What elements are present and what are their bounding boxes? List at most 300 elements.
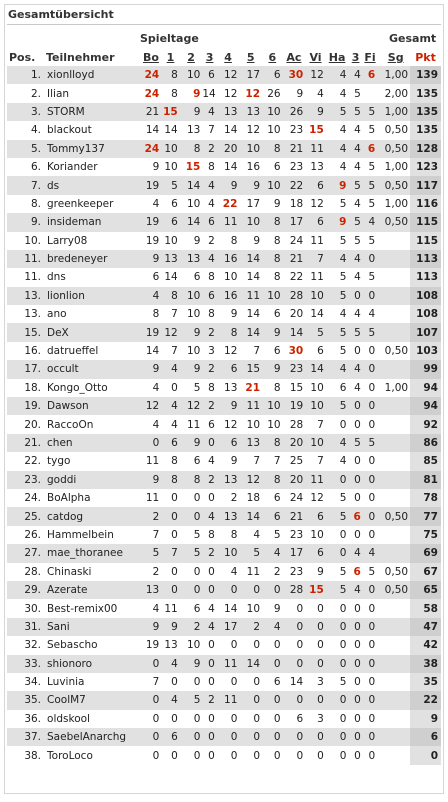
row-participant-name[interactable]: bredeneyer [44, 250, 141, 268]
row-score-ac: 23 [289, 565, 304, 578]
row-score-2: 0 [193, 749, 201, 762]
row-score-ac: 22 [283, 176, 306, 194]
row-score-3: 6 [202, 213, 216, 231]
row-score-3b: 4 [354, 271, 361, 284]
row-score-3: 4 [202, 507, 216, 525]
row-score-vi: 0 [317, 639, 324, 652]
table-row [7, 581, 441, 599]
row-position: 38. [24, 749, 42, 762]
row-score-4: 17 [217, 618, 240, 636]
row-score-5: 0 [239, 581, 262, 599]
row-score-ac: 0 [296, 639, 304, 652]
row-score-ac: 0 [283, 691, 306, 709]
row-score-ac: 9 [296, 87, 304, 100]
row-participant-name[interactable]: Kongo_Otto [47, 381, 108, 394]
row-score-1: 10 [164, 234, 178, 247]
table-row [7, 563, 441, 581]
row-score-fi: 0 [368, 528, 376, 541]
row-score-3b: 4 [354, 161, 361, 174]
row-score-bo: 5 [141, 544, 162, 562]
row-score-3b: 0 [348, 397, 362, 415]
row-score-1: 0 [171, 565, 178, 578]
row-total-points: 99 [410, 360, 441, 378]
row-participant-name[interactable]: occult [44, 360, 141, 378]
row-score-6: 6 [262, 507, 283, 525]
row-score-sg: 0,50 [381, 581, 410, 599]
col-header-ha[interactable]: Ha [328, 51, 346, 64]
row-score-fi [363, 84, 377, 102]
row-total-points: 113 [410, 250, 441, 268]
row-score-3: 8 [208, 308, 215, 321]
row-score-2: 8 [180, 471, 203, 489]
row-position: 37. [7, 728, 44, 746]
row-score-ha: 4 [326, 140, 349, 158]
row-score-5: 10 [246, 418, 261, 431]
row-score-6: 5 [273, 528, 281, 541]
row-score-vi: 10 [310, 528, 324, 541]
row-score-sg [381, 526, 410, 544]
row-score-4: 6 [217, 434, 240, 452]
col-header-sg[interactable]: Sg [387, 51, 404, 64]
row-score-bo: 2 [141, 507, 162, 525]
row-score-2: 5 [193, 381, 201, 394]
row-score-4: 0 [217, 728, 240, 746]
row-score-ac: 14 [289, 676, 304, 689]
row-participant-name[interactable]: catdog [44, 507, 141, 525]
row-score-3b: 0 [348, 728, 362, 746]
row-score-3b: 4 [354, 308, 361, 321]
row-score-4: 12 [224, 418, 238, 431]
row-score-3b: 4 [348, 140, 362, 158]
row-total-points: 78 [410, 489, 441, 507]
row-participant-name[interactable]: mae_thoranee [44, 544, 141, 562]
row-score-6: 8 [262, 250, 283, 268]
row-score-5: 10 [239, 213, 262, 231]
row-score-4: 13 [224, 381, 238, 394]
row-score-ha: 5 [326, 103, 349, 121]
row-score-ha: 5 [339, 565, 347, 578]
row-score-5: 0 [253, 749, 261, 762]
row-score-6: 8 [262, 140, 283, 158]
row-score-vi: 10 [305, 397, 326, 415]
row-total-points: 86 [410, 434, 441, 452]
row-score-sg [381, 452, 410, 470]
row-score-4: 22 [222, 197, 238, 210]
table-row [7, 360, 441, 378]
row-score-5: 11 [239, 397, 262, 415]
row-score-3b: 0 [354, 345, 361, 358]
row-score-1: 4 [161, 691, 180, 709]
row-score-vi: 10 [305, 287, 326, 305]
row-total-points: 139 [410, 66, 441, 84]
row-score-fi: 0 [363, 618, 377, 636]
row-score-1: 11 [164, 602, 178, 615]
row-score-3b: 0 [354, 676, 361, 689]
row-score-6: 9 [273, 197, 281, 210]
row-score-4: 14 [224, 602, 238, 615]
row-total-points: 81 [410, 471, 441, 489]
row-score-6: 6 [273, 308, 281, 321]
row-score-4: 0 [217, 581, 240, 599]
row-participant-name[interactable]: STORM [44, 103, 141, 121]
row-participant-name[interactable]: ds [44, 176, 141, 194]
row-participant-name[interactable]: SaebelAnarchg [44, 728, 141, 746]
col-header-pos: Pos. [9, 51, 36, 64]
row-score-1: 0 [171, 712, 178, 725]
row-score-vi: 5 [305, 323, 326, 341]
row-score-3b: 0 [354, 749, 361, 762]
row-score-vi: 0 [305, 655, 326, 673]
row-score-2: 14 [180, 213, 203, 231]
row-score-fi: 0 [363, 360, 377, 378]
row-score-sg: 0,50 [381, 176, 410, 194]
row-participant-name[interactable]: Ilian [47, 87, 70, 100]
row-participant-name[interactable]: Tommy137 [44, 140, 141, 158]
row-score-ac: 23 [283, 360, 306, 378]
row-score-fi: 5 [368, 197, 376, 210]
row-score-4: 9 [230, 455, 238, 468]
row-position: 4. [30, 124, 42, 137]
row-participant-name[interactable]: datrueffel [47, 345, 99, 358]
row-score-6: 10 [267, 124, 281, 137]
row-score-3b: 0 [348, 655, 362, 673]
row-participant-name[interactable]: xionlloyd [44, 66, 141, 84]
row-score-ac: 6 [296, 712, 304, 725]
row-total-points: 128 [410, 140, 441, 158]
row-score-ha: 4 [326, 434, 349, 452]
row-position: 26. [24, 528, 42, 541]
col-header-1[interactable]: 1 [166, 51, 175, 64]
row-score-sg: 1,00 [384, 161, 409, 174]
row-score-2: 9 [180, 434, 203, 452]
row-score-sg [381, 415, 410, 433]
row-score-5: 14 [239, 655, 262, 673]
table-row [7, 618, 441, 636]
row-score-bo: 11 [145, 455, 160, 468]
row-total-points: 0 [410, 746, 441, 764]
row-participant-name[interactable]: Koriander [47, 161, 98, 174]
row-score-3b: 4 [348, 581, 362, 599]
row-position: 20. [24, 418, 42, 431]
row-score-3b: 0 [348, 691, 362, 709]
standings-panel [4, 4, 444, 794]
table-row [7, 66, 441, 84]
col-header-3[interactable]: 3 [205, 51, 214, 64]
row-score-2: 9 [193, 234, 201, 247]
row-score-vi: 6 [305, 544, 326, 562]
row-score-3b: 0 [354, 602, 361, 615]
row-total-points: 65 [410, 581, 441, 599]
row-participant-name[interactable]: Larry08 [47, 234, 88, 247]
row-score-6: 0 [262, 655, 283, 673]
row-score-6: 8 [262, 471, 283, 489]
row-score-1: 5 [161, 176, 180, 194]
row-score-vi: 11 [310, 271, 324, 284]
table-row [7, 489, 441, 507]
row-total-points: 42 [410, 636, 441, 654]
row-participant-name[interactable]: DeX [44, 323, 141, 341]
row-score-sg [381, 397, 410, 415]
col-header-4[interactable]: 4 [224, 51, 232, 64]
row-score-sg [381, 360, 410, 378]
row-participant-name[interactable]: greenkeeper [47, 197, 114, 210]
row-participant-name[interactable]: blackout [47, 124, 92, 137]
row-position: 17. [7, 360, 44, 378]
table-row [7, 250, 441, 268]
row-participant-name[interactable]: dns [47, 271, 66, 284]
row-score-5: 12 [245, 87, 261, 100]
row-score-3: 2 [202, 140, 216, 158]
row-participant-name[interactable]: Best-remix00 [47, 602, 118, 615]
row-score-fi: 0 [368, 676, 376, 689]
row-score-ha: 5 [326, 323, 349, 341]
row-score-ac: 0 [283, 655, 306, 673]
row-score-sg: 1,00 [384, 381, 409, 394]
row-score-ha: 0 [326, 471, 349, 489]
row-score-6: 9 [262, 323, 283, 341]
row-score-4: 0 [230, 749, 238, 762]
table-row [7, 213, 441, 231]
row-score-sg: 0,50 [384, 345, 409, 358]
row-score-fi: 0 [363, 655, 377, 673]
row-score-ac: 20 [283, 434, 306, 452]
row-total-points: 67 [410, 563, 441, 581]
row-score-bo: 7 [152, 676, 160, 689]
row-position: 23. [7, 471, 44, 489]
row-score-bo: 21 [141, 103, 162, 121]
row-position: 15. [7, 323, 44, 341]
row-score-4: 0 [230, 639, 238, 652]
table-row [7, 323, 441, 341]
row-position: 28. [24, 565, 42, 578]
row-participant-name[interactable]: Sebascho [47, 639, 98, 652]
table-row [7, 655, 441, 673]
row-score-ha: 0 [339, 712, 347, 725]
row-score-ac: 18 [289, 197, 304, 210]
row-position: 11. [24, 271, 42, 284]
row-participant-name[interactable]: goddi [44, 471, 141, 489]
row-score-2: 10 [187, 639, 201, 652]
row-participant-name[interactable]: Hammelbein [47, 528, 114, 541]
row-score-vi: 3 [317, 712, 324, 725]
row-score-ha: 5 [326, 397, 349, 415]
table-header-row [7, 49, 441, 66]
row-score-1: 4 [171, 418, 178, 431]
row-score-ha: 4 [339, 161, 347, 174]
row-score-6: 10 [262, 397, 283, 415]
row-score-ha: 4 [326, 250, 349, 268]
row-score-5: 0 [239, 728, 262, 746]
row-score-1: 14 [164, 124, 178, 137]
col-header-fi[interactable]: Fi [364, 51, 376, 64]
row-score-3b: 0 [354, 492, 361, 505]
row-score-bo: 14 [145, 345, 160, 358]
row-score-bo: 0 [152, 749, 160, 762]
row-participant-name[interactable]: Sani [44, 618, 141, 636]
row-score-2: 5 [180, 544, 203, 562]
row-participant-name[interactable]: lionlion [44, 287, 141, 305]
row-total-points: 103 [410, 342, 441, 360]
row-score-sg: 0,50 [384, 124, 409, 137]
row-score-4: 13 [217, 507, 240, 525]
row-score-3: 8 [208, 528, 215, 541]
row-score-2: 15 [185, 161, 201, 174]
row-score-3b: 4 [354, 124, 361, 137]
row-score-6: 6 [273, 676, 281, 689]
row-score-5: 0 [239, 691, 262, 709]
row-score-2: 13 [180, 250, 203, 268]
row-score-3b: 5 [348, 213, 362, 231]
row-position: 24. [24, 492, 42, 505]
row-score-bo: 9 [141, 360, 162, 378]
row-participant-name[interactable]: RaccoOn [47, 418, 94, 431]
row-score-2: 10 [187, 308, 201, 321]
row-score-2: 0 [193, 712, 201, 725]
row-score-ha: 5 [326, 507, 349, 525]
row-score-4: 12 [224, 87, 238, 100]
col-header-vi[interactable]: Vi [309, 51, 322, 64]
row-position: 1. [7, 66, 44, 84]
row-score-vi: 11 [310, 234, 324, 247]
row-score-2: 13 [187, 124, 201, 137]
row-score-3: 4 [202, 103, 216, 121]
row-score-3: 2 [202, 691, 216, 709]
row-total-points: 38 [410, 655, 441, 673]
row-participant-name[interactable]: tygo [47, 455, 71, 468]
row-participant-name[interactable]: CoolM7 [44, 691, 141, 709]
row-score-1: 8 [171, 87, 178, 100]
row-score-1: 0 [171, 528, 178, 541]
row-score-3b: 4 [354, 197, 361, 210]
group-header-spieltage: Spieltage [140, 32, 199, 45]
row-score-5: 14 [239, 250, 262, 268]
row-score-3b: 4 [348, 66, 362, 84]
col-header-bo[interactable]: Bo [142, 51, 159, 64]
row-score-ac: 21 [283, 250, 306, 268]
col-header-3b[interactable]: 3 [351, 51, 360, 64]
row-score-4: 0 [230, 712, 238, 725]
col-header-2[interactable]: 2 [187, 51, 195, 64]
row-participant-name[interactable]: chen [44, 434, 141, 452]
row-position: 34. [24, 676, 42, 689]
row-score-3b: 0 [348, 471, 362, 489]
row-score-bo: 9 [141, 471, 162, 489]
row-score-bo: 19 [141, 176, 162, 194]
table-row [7, 379, 441, 397]
row-score-sg [381, 728, 410, 746]
table-row [7, 121, 441, 139]
row-score-4: 8 [230, 234, 238, 247]
row-score-5: 12 [239, 471, 262, 489]
row-score-fi: 0 [363, 287, 377, 305]
row-position: 13. [24, 308, 42, 321]
row-score-1: 7 [161, 544, 180, 562]
row-score-1: 6 [161, 213, 180, 231]
row-score-3: 0 [202, 581, 216, 599]
row-score-vi: 6 [317, 345, 324, 358]
row-score-2: 5 [193, 528, 201, 541]
row-score-1: 9 [161, 618, 180, 636]
row-score-2: 9 [180, 360, 203, 378]
row-participant-name[interactable]: Azerate [44, 581, 141, 599]
row-score-ha: 9 [326, 176, 349, 194]
row-score-vi: 12 [310, 197, 324, 210]
row-score-sg [381, 618, 410, 636]
row-score-vi: 3 [317, 676, 324, 689]
col-header-5[interactable]: 5 [246, 51, 255, 64]
row-position: 8. [30, 197, 42, 210]
row-score-3: 0 [202, 655, 216, 673]
row-score-4: 8 [230, 528, 238, 541]
row-participant-name[interactable]: oldskool [47, 712, 90, 725]
row-total-points: 108 [410, 305, 441, 323]
row-participant-name[interactable]: ano [47, 308, 67, 321]
row-score-3b: 0 [354, 418, 361, 431]
row-score-vi: 0 [317, 749, 324, 762]
row-participant-name[interactable]: Chinaski [47, 565, 92, 578]
row-score-ha: 0 [339, 418, 347, 431]
row-score-6: 7 [273, 455, 281, 468]
row-score-fi: 5 [368, 271, 376, 284]
col-header-ac[interactable]: Ac [286, 51, 302, 64]
row-score-sg: 1,00 [381, 103, 410, 121]
row-participant-name[interactable]: insideman [44, 213, 141, 231]
row-score-6: 10 [262, 287, 283, 305]
row-score-2: 6 [193, 271, 201, 284]
row-score-1: 0 [161, 507, 180, 525]
row-score-vi: 0 [305, 618, 326, 636]
row-score-bo: 14 [145, 124, 160, 137]
row-score-2: 8 [180, 140, 203, 158]
row-score-5: 10 [246, 602, 261, 615]
row-participant-name[interactable]: Dawson [44, 397, 141, 415]
row-score-2: 6 [193, 455, 201, 468]
row-score-2: 5 [180, 691, 203, 709]
row-score-4: 13 [217, 471, 240, 489]
row-score-5: 9 [239, 176, 262, 194]
row-score-3b: 0 [348, 287, 362, 305]
row-score-5: 17 [239, 66, 262, 84]
row-score-6: 4 [262, 544, 283, 562]
col-header-6[interactable]: 6 [268, 51, 277, 64]
row-score-ac: 14 [283, 323, 306, 341]
row-total-points: 58 [410, 599, 441, 617]
row-participant-name[interactable]: BoAlpha [47, 492, 91, 505]
row-score-1: 0 [171, 676, 178, 689]
row-total-points: 117 [410, 176, 441, 194]
row-participant-name[interactable]: ToroLoco [47, 749, 93, 762]
row-score-sg [381, 250, 410, 268]
row-score-bo: 2 [152, 565, 160, 578]
row-participant-name[interactable]: shionoro [44, 655, 141, 673]
table-row [7, 691, 441, 709]
row-score-3b: 4 [348, 544, 362, 562]
row-score-4: 9 [217, 176, 240, 194]
row-total-points: 107 [410, 323, 441, 341]
row-score-3: 4 [202, 176, 216, 194]
row-score-sg [381, 599, 410, 617]
row-score-3b: 4 [348, 250, 362, 268]
row-score-fi: 5 [363, 434, 377, 452]
row-position: 16. [24, 345, 42, 358]
row-score-1: 7 [171, 308, 178, 321]
row-score-3: 0 [202, 728, 216, 746]
row-participant-name[interactable]: Luvinia [47, 676, 85, 689]
row-score-3b: 0 [354, 528, 361, 541]
row-score-bo: 19 [145, 234, 160, 247]
row-score-bo: 0 [141, 691, 162, 709]
row-total-points: 94 [410, 379, 441, 397]
